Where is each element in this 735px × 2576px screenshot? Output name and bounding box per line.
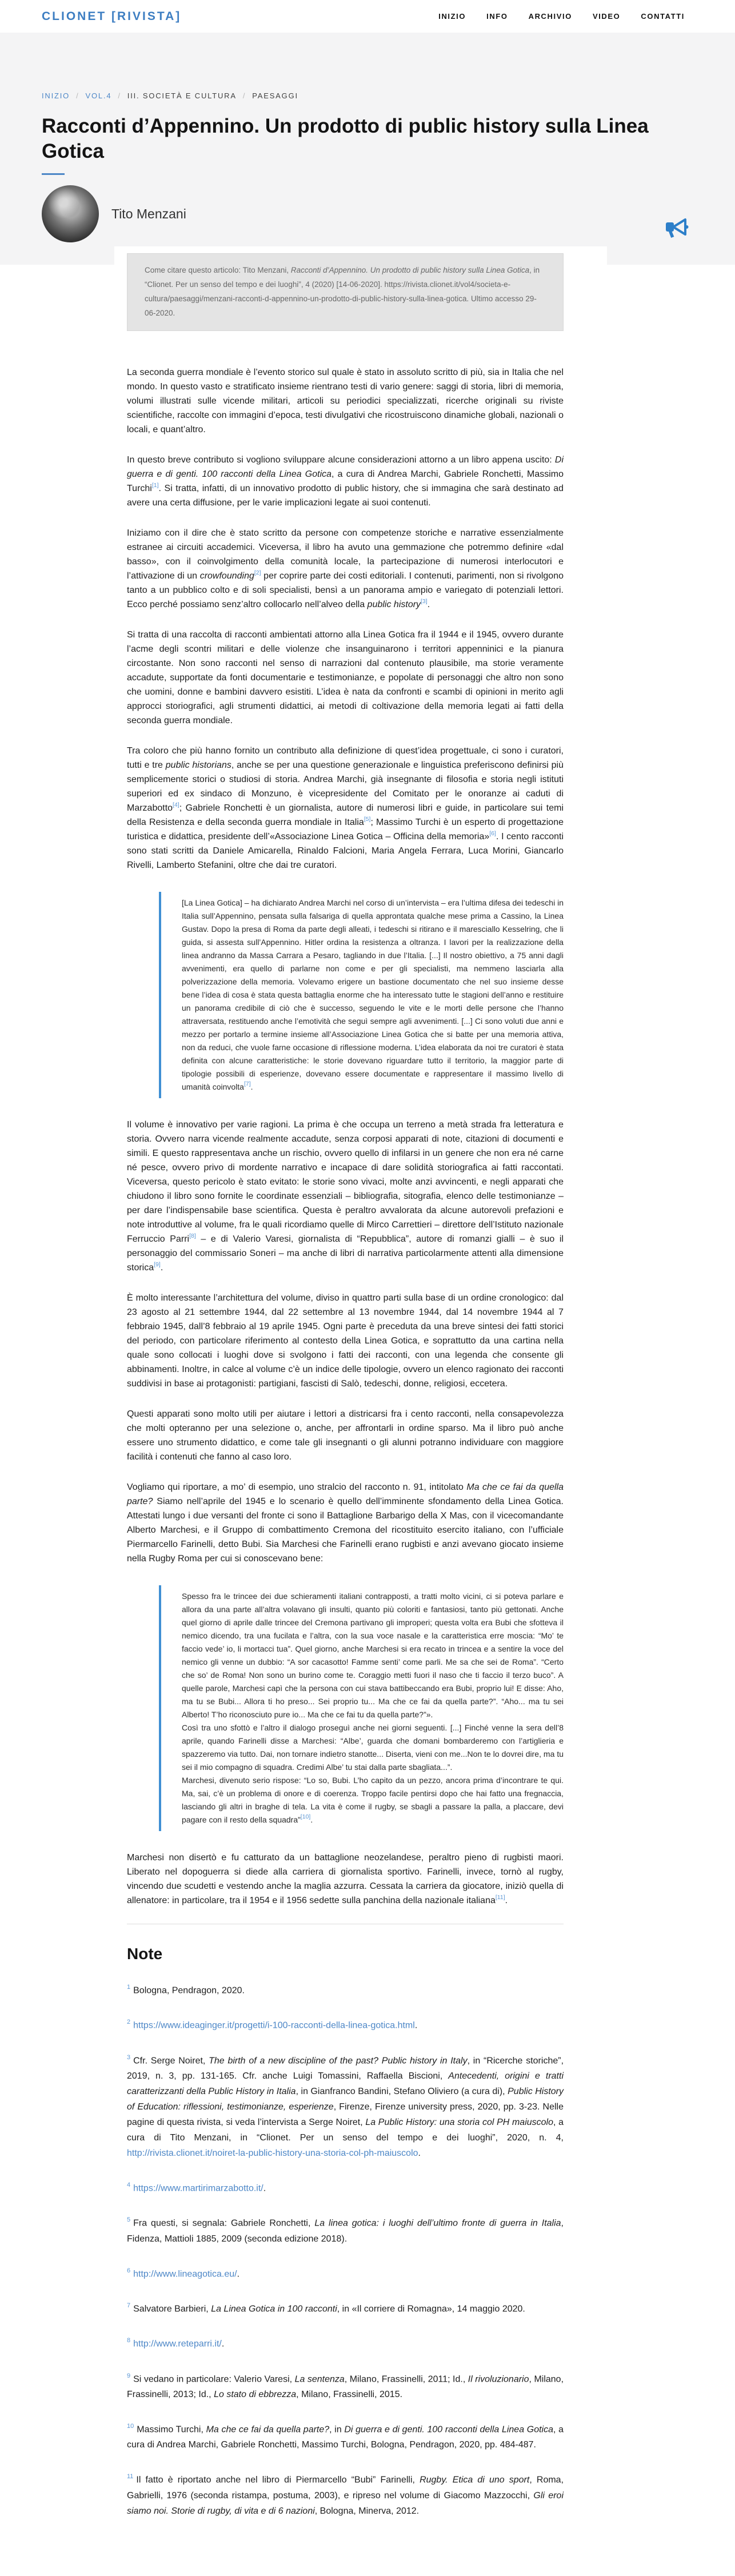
- footnote-ref[interactable]: [3]: [421, 597, 428, 605]
- footnote-ref[interactable]: [6]: [489, 830, 496, 837]
- note-number[interactable]: 10: [127, 2423, 134, 2430]
- breadcrumb-paesaggi: PAESAGGI: [252, 91, 298, 100]
- quote-paragraph: [La Linea Gotica] – ha dichiarato Andrea Marchi nel corso di un’intervista – era l’ultima difesa dei tedeschi in Italia sull’Appennino, pensata sulla falsariga di quella approntata qualche mese prima a Cassino, la Linea Gustav. Dopo la presa di Roma da parte degli alleati, i tedeschi si ritirano e il maresciallo Kesselring, che li guida, si assesta sull’Appennino. Hitler ordina la resistenza a oltranza. I lavori per la realizzazione della linea andranno da Massa Carrara a Pesaro, tagliando in due l’Italia. [...] Il nostro obiettivo, a 75 anni dagli avvenimenti, era quello di parlarne non come e per gli specialisti, ma nemmeno lasciarla alla polverizzazione della memoria. Volevamo erigere un bastione documentato che nel suo insieme desse bene l’idea di cosa è stata questa battaglia enorme che ha interessato tutte le stagioni dell’anno e restituire un panorama credibile di ciò che è successo, seguendo le vite e le morti delle persone che l’hanno attraversata, restituendo anche l’emotività che seguì sempre agli avvenimenti. [...] Ci sono voluti due anni e mezzo per portarlo a termine insieme all’Associazione Linea Gotica che si batte per una memoria attiva, non da reduci, che vuole farne occasione di riflessione moderna. L’idea elaborata da noi tre curatori è stata definita con alcune caratteristiche: le storie dovevano riguardare tutto il territorio, la maggior parte di tipologie possibili di esperienze, dovevano essere documentate e rappresentare il massimo livello di umanità coinvolta[7].: [182, 898, 564, 1092]
- article-card: [114, 246, 607, 2575]
- author-avatar: [42, 185, 99, 242]
- breadcrumb-societa-e-cultura: III. SOCIETÀ E CULTURA: [127, 91, 237, 100]
- italic-text: public history: [367, 600, 421, 610]
- article-paragraph: Si tratta di una raccolta di racconti ambientati attorno alla Linea Gotica fra il 1944 e il 1945, ovvero durante l’acme degli scontri militari e delle violenze che insanguinarono i territori appenninici e la pianura circostante. Non sono racconti nel senso di narrazioni dal contenuto plausibile, ma storie veramente accadute, supportate da fonti documentarie e testimonianze, e popolate di personaggi che altro non sono che uomini, donne e bambini davvero esistiti. L’idea è nata da confronti e scambi di opinioni in merito agli approcci storiografici, agli strumenti didattici, ai metodi di coltivazione della memoria legati ai fatti della seconda guerra mondiale.: [127, 630, 564, 726]
- note-url-link[interactable]: https://www.ideaginger.it/progetti/i-100-racconti-della-linea-gotica.html: [133, 2020, 415, 2031]
- italic-text: Gli eroi siamo noi. Storie di rugby, di vita e di 6 nazioni: [127, 2490, 564, 2516]
- note-item: $^7$ Salvatore Barbieri, La Linea Gotica in 100 racconti, in «Il corriere di Romagna», 14 maggio 2020.: [127, 2302, 525, 2314]
- italic-text: Di guerra e di genti. 100 racconti della Linea Gotica: [127, 455, 564, 480]
- article-paragraph: Vogliamo qui riportare, a mo’ di esempio, uno stralcio del racconto n. 91, intitolato Ma che ce fai da quella parte? Siamo nell’aprile del 1945 e lo scenario è quello dell’imminente sfondamento della Linea Gotica. Attestati lungo i due versanti del fronte ci sono il Battaglione Barbarigo della X Mas, con il vicecomandante Alberto Marchesi, e il Gruppo di combattimento Cremona del ricostituito esercito italiano, con l’ufficiale Piermarcello Farinelli, detto Bubi. Sia Marchesi che Farinelli erano rugbisti e anzi avevano giocato insieme nella Rugby Roma per cui si conoscevano bene:: [127, 1482, 564, 1564]
- citation-box: Come citare questo articolo: Tito Menzani, Racconti d’Appennino. Un prodotto di public history sulla Linea Gotica, in “Clionet. Per un senso del tempo e dei luoghi”, 4 (2020) [14-06-2020]. https://rivista.clionet.it/vol4/societa-e-cultura/paesaggi/menzani-racconti-d-appennino-un-prodotto-di-public-history-sulla-linea-gotica. Ultimo accesso 29-06-2020.: [127, 253, 564, 331]
- nav-inizio[interactable]: INIZIO: [438, 12, 466, 21]
- footnote-ref[interactable]: [5]: [363, 815, 371, 823]
- breadcrumb-separator: /: [76, 91, 79, 100]
- note-item: $^2$ https://www.ideaginger.it/progetti/i-100-racconti-della-linea-gotica.html.: [127, 2019, 418, 2031]
- note-item: $^9$ Si vedano in particolare: Valerio Varesi, La sentenza, Milano, Frassinelli, 2011; Id., Il rivoluzionario, Milano, Frassinelli, 2013; Id., Lo stato di ebbrezza, Milano, Frassinelli, 2015.: [127, 2372, 564, 2400]
- note-number[interactable]: 8: [127, 2337, 131, 2344]
- note-item: $^{10}$ Massimo Turchi, Ma che ce fai da quella parte?, in Di guerra e di genti. 100 racconti della Linea Gotica, a cura di Andrea Marchi, Gabriele Ronchetti, Massimo Turchi, Bologna, Pendragon, 2020, pp. 484-487.: [127, 2423, 564, 2450]
- italic-text: public historians: [165, 760, 231, 771]
- note-item: $^8$ http://www.reteparri.it/.: [127, 2337, 225, 2349]
- note-item: $^1$ Bologna, Pendragon, 2020.: [127, 1984, 245, 1996]
- italic-text: crowfounding: [199, 571, 254, 581]
- article-paragraph: Questi apparati sono molto utili per aiutare i lettori a districarsi fra i cento racconti, nella consapevolezza che molti opteranno per una selezione o, anche, per affrontarli in ordine sparso. Ma il libro può anche essere uno strumento didattico, e come tale gli insegnanti o gli alunni potranno individuare con maggiore facilità i contenuti che fanno al caso loro.: [127, 1409, 564, 1462]
- article-body: [127, 365, 564, 1908]
- notes-list: [127, 1980, 564, 2519]
- title-accent-dash: [42, 173, 65, 175]
- footnote-ref[interactable]: [11]: [495, 1893, 505, 1901]
- note-number[interactable]: 1: [127, 1984, 131, 1991]
- footnote-ref[interactable]: [2]: [254, 569, 261, 576]
- article-paragraph: Marchesi non disertò e fu catturato da un battaglione neozelandese, peraltro pieno di rugbisti maori. Liberato nel dopoguerra si diede alla carriera di giornalista sportivo. Farinelli, invece, tornò al rugby, vincendo due scudetti e vestendo anche la maglia azzurra. Cessata la carriera da giocatore, iniziò quella di allenatore: in particolare, tra il 1954 e il 1956 sedette sulla panchina della nazionale italiana[11].: [127, 1853, 564, 1906]
- nav-video[interactable]: VIDEO: [592, 12, 621, 21]
- breadcrumb-vol4[interactable]: VOL.4: [85, 91, 112, 100]
- note-number[interactable]: 11: [127, 2473, 134, 2481]
- article-hero: [0, 33, 735, 265]
- quote-paragraph: Spesso fra le trincee dei due schieramenti italiani contrapposti, a tratti molto vicini, ci si poteva parlare e allora da una parte all’altra volavano gli insulti, quanto più coloriti e fantasiosi, tanto più gettonati. Anche quel giorno di aprile dalle trincee del Cremona partivano gli improperi; questa volta era Bubi che sfotteva il nemico dicendo, tra una fucilata e l’altra, con la sua voce nasale e la caratteristica erre moscia: “Mo’ te faccio vede’ io, li mortacci tua”. Quel giorno, anche Marchesi si era recato in trincea e a sentire la voce del nemico gli venne un dubbio: “A sor cacasotto! Famme senti’ come parli. Me sa che sei de Roma”. “Certo che so’ de Roma! Non sono un burino come te. Coraggio metti fuori il naso che ti faccio il terzo buco”. A quelle parole, Marchesi capì che la persona con cui stava battibeccando era Bubi, proprio lui! E disse: Aho, ma tu se Bubi... Allora ti ho preso... Sei proprio tu... Ma che ce fai da quella parte?”. “Aho... ma tu sei Alberto! T’ho riconosciuto pure io... Ma che ce fai tu da quella parte?”».: [182, 1592, 564, 1720]
- breadcrumb-separator: /: [118, 91, 121, 100]
- italic-text: Lo stato di ebbrezza: [214, 2390, 297, 2400]
- italic-text: Antecedenti, origini e tratti caratterizzanti della Public History in Italia: [127, 2071, 564, 2097]
- notes-title: Note: [127, 1945, 163, 1963]
- italic-text: Il rivoluzionario: [468, 2374, 529, 2384]
- article-paragraph: La seconda guerra mondiale è l’evento storico sul quale è stato in assoluto scritto di più, sia in Italia che nel mondo. In questo vasto e stratificato insieme rientrano testi di vario genere: saggi di storia, libri di memoria, volumi illustrati sulle vicende militari, articoli su periodici specializzati, ricerche originali su riviste scientifiche, raccolte con immagini d’epoca, testi divulgativi che ricostruiscono dinamiche globali, nazionali o locali, e quant’altro.: [127, 368, 564, 435]
- note-item: $^4$ https://www.martirimarzabotto.it/.: [127, 2182, 266, 2194]
- italic-text: Di guerra e di genti. 100 racconti della Linea Gotica: [344, 2425, 553, 2435]
- article-paragraph: In questo breve contributo si vogliono sviluppare alcune considerazioni attorno a un libro appena uscito: Di guerra e di genti. 100 racconti della Linea Gotica, a cura di Andrea Marchi, Gabriele Ronchetti, Massimo Turchi[1]. Si tratta, infatti, di un innovativo prodotto di public history, che si immagina che sarà destinato ad avere una certa diffusione, per le varie implicazioni legate ai suoi contenuti.: [127, 455, 564, 508]
- pull-quote: [159, 1585, 564, 1831]
- site-header: [0, 0, 735, 33]
- footnote-ref[interactable]: [1]: [151, 481, 159, 489]
- share-announce-button[interactable]: [665, 215, 690, 240]
- site-logo[interactable]: CLIONET [RIVISTA]: [42, 9, 182, 23]
- quote-paragraph: Marchesi, divenuto serio rispose: “Lo so, Bubi. L’ho capito da un pezzo, ancora prima d’incontrare te qui. Ma, sai, c’è un problema di onore e di coerenza. Troppo facile pentirsi dopo che hai fatto una fregnaccia, lasciando gli altri in braghe di tela. La vita è come il rugby, se sbagli a passare la palla, a placcare, devi pagare con il resto della squadra”[10].: [182, 1776, 564, 1825]
- note-number[interactable]: 5: [127, 2216, 131, 2224]
- footnote-ref[interactable]: [10]: [300, 1813, 311, 1821]
- italic-text: La linea gotica: i luoghi dell’ultimo fronte di guerra in Italia: [314, 2218, 561, 2228]
- note-item: $^5$ Fra questi, si segnala: Gabriele Ronchetti, La linea gotica: i luoghi dell’ultimo fronte di guerra in Italia, Fidenza, Mattioli 1885, 2009 (seconda edizione 2018).: [127, 2216, 564, 2244]
- breadcrumb: [42, 91, 735, 100]
- main-nav: [438, 12, 685, 21]
- italic-text: Ma che ce fai da quella parte?: [127, 1482, 564, 1507]
- note-url-link[interactable]: http://www.lineagotica.eu/: [133, 2269, 237, 2279]
- footnote-ref[interactable]: [7]: [243, 1080, 251, 1088]
- note-url-link[interactable]: http://www.reteparri.it/: [133, 2339, 222, 2349]
- note-item: $^3$ Cfr. Serge Noiret, The birth of a new discipline of the past? Public history in Italy, in “Ricerche storiche”, 2019, n. 3, pp. 131-165. Cfr. anche Luigi Tomassini, Raffaella Biscioni, Antecedenti, origini e tratti caratterizzanti della Public History in Italia, in Gianfranco Bandini, Stefano Oliviero (a cura di), Public History of Education: riflessioni, testimonianze, esperienze, Firenze, Firenze university press, 2020, pp. 3-23. Nelle pagine di questa rivista, si veda l’intervista a Serge Noiret, La Public History: una storia col PH maiuscolo, a cura di Tito Menzani, in “Clionet. Per un senso del tempo e dei luoghi”, 2020, n. 4, http://rivista.clionet.it/noiret-la-public-history-una-storia-col-ph-maiuscolo.: [127, 2053, 564, 2159]
- italic-text: Racconti d’Appennino. Un prodotto di public history sulla Linea Gotica: [290, 266, 530, 275]
- quote-paragraph: Così tra uno sfottò e l’altro il dialogo proseguì anche nei giorni seguenti. [...] Finché venne la sera dell’8 aprile, quando Farinelli disse a Marchesi: “Albe’, guarda che domani bombarderemo con l’artiglieria e spazzeremo via tutto. Dai, non tornare indietro stanotte... Diserta, vieni con me...Non te lo dovrei dire, ma tu sei il mio compagno di squadra. Credimi Albe’ tu stai dalla parte sbagliata...”.: [182, 1723, 564, 1772]
- megaphone-icon: [665, 233, 690, 242]
- breadcrumb-inizio[interactable]: INIZIO: [42, 91, 70, 100]
- footnote-ref[interactable]: [8]: [189, 1232, 196, 1239]
- note-item: $^6$ http://www.lineagotica.eu/.: [127, 2267, 240, 2279]
- italic-text: The birth of a new discipline of the past? Public history in Italy: [209, 2056, 468, 2066]
- article-paragraph: È molto interessante l’architettura del volume, diviso in quattro parti sulla base di un ordine cronologico: dal 23 agosto al 21 settembre 1944, dal 22 settembre al 13 novembre 1944, dal 14 novembre 1944 al 7 febbraio 1945, dall’8 febbraio al 19 aprile 1945. Ogni parte è preceduta da una breve sintesi dei fatti storici del periodo, con particolare riferimento al contesto della Linea Gotica, e soprattutto da una cartina nella quale sono collocati i luoghi dove si svolgono i fatti dei racconti, con una legenda che consente gli abbinamenti. Inoltre, in calce al volume c’è un indice delle tipologie, ovvero un elenco ragionato dei racconti suddivisi in base ai protagonisti: partigiani, fascisti di Salò, tedeschi, donne, religiosi, eccetera.: [127, 1293, 564, 1389]
- nav-contatti[interactable]: CONTATTI: [641, 12, 685, 21]
- italic-text: Ma che ce fai da quella parte?: [206, 2425, 330, 2435]
- article-paragraph: Il volume è innovativo per varie ragioni. La prima è che occupa un terreno a metà strada fra letteratura e storia. Ovvero narra vicende realmente accadute, senza corposi apparati di note, citazioni di documenti e simili. E questo rappresentava anche un rischio, ovvero quello di infilarsi in un genere che non era né carne né pesce, ovvero privo di mordente narrativo e incapace di dare solidità storiografica ai fatti raccontati. Viceversa, questo pericolo è stato evitato: le storie sono vivaci, molte anzi avvincenti, e negli apparati che chiudono il libro sono fornite le coordinate essenziali – bibliografia, sitografia, elenco delle testimonianze – per dare l’indispensabile base scientifica. Questa è peraltro avvalorata da alcune autorevoli prefazioni e note introduttive al volume, fra le quali ricordiamo quelle di Mirco Carrettieri – direttore dell’Istituto nazionale Ferruccio Parri[8] – e di Valerio Varesi, giornalista di “Repubblica”, autore di romanzi gialli – è suo il personaggio del commissario Soneri – ma anche di libri di narrativa particolarmente attenti alla dimensione storica[9].: [127, 1120, 564, 1273]
- nav-info[interactable]: INFO: [486, 12, 508, 21]
- footnote-ref[interactable]: [9]: [154, 1261, 161, 1268]
- note-number[interactable]: 2: [127, 2019, 131, 2026]
- note-number[interactable]: 6: [127, 2267, 131, 2274]
- italic-text: La Linea Gotica in 100 racconti: [211, 2304, 337, 2314]
- note-number[interactable]: 3: [127, 2053, 131, 2061]
- footnote-ref[interactable]: [4]: [173, 801, 179, 808]
- page-title: Racconti d’Appennino. Un prodotto di public history sulla Linea Gotica: [42, 115, 649, 163]
- italic-text: La sentenza: [294, 2374, 345, 2384]
- italic-text: Public History of Education: riflessioni, testimonianze, esperienze: [127, 2087, 564, 2112]
- italic-text: Rugby. Etica di uno sport: [420, 2475, 530, 2485]
- italic-text: La Public History: una storia col PH maiuscolo: [365, 2118, 554, 2128]
- note-url-link[interactable]: https://www.martirimarzabotto.it/: [133, 2183, 263, 2194]
- note-number[interactable]: 4: [127, 2182, 131, 2189]
- article-paragraph: Iniziamo con il dire che è stato scritto da persone con competenze storiche e narrative essenzialmente estranee ai circuiti accademici. Viceversa, il libro ha avuto una gemmazione che potremmo definire «dal basso», con il coinvolgimento della comunità locale, la partecipazione di numerosi interlocutori e l’attivazione di un crowfounding[2] per coprire parte dei costi editoriali. I contenuti, parimenti, non si rivolgono tanto a un pubblico colto e di soli specialisti, bensì a un panorama ampio e variegato di potenziali lettori. Ecco perché possiamo senz’altro collocarlo nell’alveo della public history[3].: [127, 528, 564, 610]
- breadcrumb-separator: /: [242, 91, 246, 100]
- pull-quote: [159, 892, 564, 1098]
- article-paragraph: Tra coloro che più hanno fornito un contributo alla definizione di quest’idea progettuale, ci sono i curatori, tutti e tre public historians, anche se per una questione generazionale e linguistica preferiscono definirsi più semplicemente storici o studiosi di storia. Andrea Marchi, già insegnante di filosofia e storia negli istituti superiori ed ex sindaco di Monzuno, è vicepresidente del Comitato per le onoranze ai caduti di Marzabotto[4]; Gabriele Ronchetti è un giornalista, autore di numerosi libri e guide, in particolare sui temi della Resistenza e della seconda guerra mondiale in Italia[5]; Massimo Turchi è un esperto di progettazione turistica e didattica, presidente dell’«Associazione Linea Gotica – Officina della memoria»[6]. I cento racconti sono stati scritti da Daniele Amicarella, Rinaldo Falcioni, Maria Angela Ferrara, Luca Morini, Giancarlo Rivelli, Lamberto Stefanini, oltre che dai tre curatori.: [127, 746, 564, 871]
- note-number[interactable]: 9: [127, 2372, 131, 2379]
- note-number[interactable]: 7: [127, 2302, 131, 2310]
- author-row: [42, 185, 735, 242]
- note-url-link[interactable]: http://rivista.clionet.it/noiret-la-public-history-una-storia-col-ph-maiuscolo: [127, 2148, 418, 2159]
- nav-archivio[interactable]: ARCHIVIO: [528, 12, 572, 21]
- author-name: Tito Menzani: [111, 206, 186, 221]
- note-item: $^{11}$ Il fatto è riportato anche nel libro di Piermarcello “Bubi” Farinelli, Rugby. Etica di uno sport, Roma, Gabrielli, 1976 (seconda ristampa, postuma, 2003), e ripreso nel volume di Giacomo Mazzocchi, Gli eroi siamo noi. Storie di rugby, di vita e di 6 nazioni, Bologna, Minerva, 2012.: [127, 2473, 564, 2516]
